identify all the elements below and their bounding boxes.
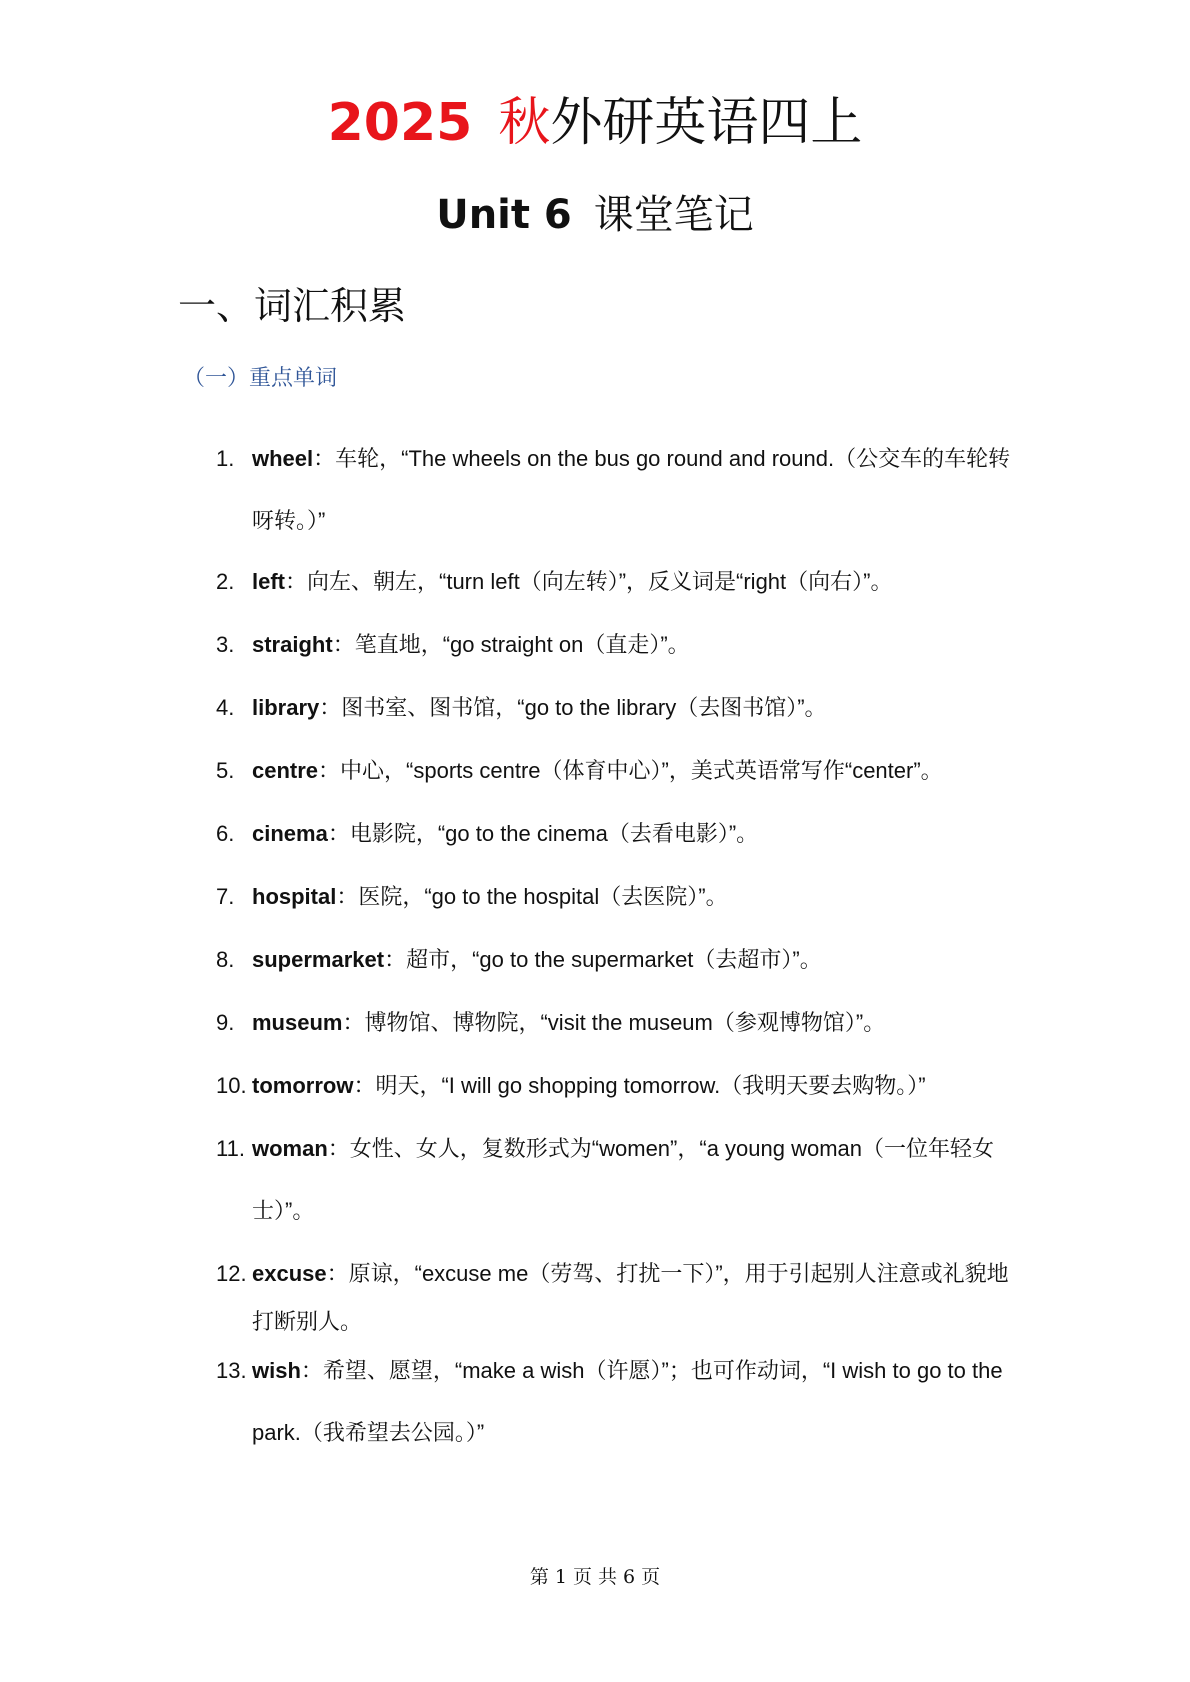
item-number: 4.: [216, 695, 235, 720]
title-accent: 秋: [498, 93, 551, 153]
item-number: 8.: [216, 947, 235, 972]
vocab-item-hospital: [216, 866, 1016, 928]
vocab-definition: ：超市，“go to the supermarket（去超市）”。: [384, 947, 822, 972]
vocab-word: woman: [252, 1136, 328, 1161]
vocab-item-supermarket: [216, 929, 1016, 991]
vocab-item-wheel: [216, 428, 1016, 552]
item-number: 11.: [216, 1136, 245, 1161]
item-number: 5.: [216, 758, 235, 783]
vocab-definition: ：女性、女人，复数形式为“women”，“a young woman（一位年轻女士）”。: [252, 1136, 995, 1223]
vocab-word: straight: [252, 632, 333, 657]
vocab-definition: ：明天，“I will go shopping tomorrow.（我明天要去购物。）”: [353, 1073, 926, 1098]
vocab-word: excuse: [252, 1261, 327, 1286]
title-year: 2025: [327, 93, 473, 153]
subsection-heading: （一）重点单词: [183, 366, 338, 391]
vocab-item-tomorrow: [216, 1055, 1016, 1117]
vocab-item-wish: [216, 1340, 1016, 1464]
vocab-item-left: [216, 551, 1016, 613]
item-number: 3.: [216, 632, 235, 657]
vocab-word: hospital: [252, 884, 337, 909]
vocab-definition: ：医院，“go to the hospital（去医院）”。: [336, 884, 728, 909]
vocab-word: left: [252, 569, 285, 594]
vocab-item-woman: [216, 1118, 1016, 1242]
vocab-word: wheel: [252, 446, 314, 471]
vocab-definition: ：图书室、图书馆，“go to the library（去图书馆）”。: [319, 695, 827, 720]
vocab-definition: ：车轮，“The wheels on the bus go round and round.（公交车的车轮转呀转。）”: [252, 446, 1011, 533]
vocab-item-cinema: [216, 803, 1016, 865]
subtitle-rest: 课堂笔记: [593, 192, 754, 238]
section-heading: 一、词汇积累: [178, 284, 407, 328]
page-subtitle: [0, 188, 1190, 242]
vocab-item-straight: [216, 614, 1016, 676]
page-footer: 第 1 页 共 6 页: [529, 1566, 661, 1588]
vocab-word: museum: [252, 1010, 343, 1035]
vocab-definition: ：电影院，“go to the cinema（去看电影）”。: [327, 821, 759, 846]
title-rest: 外研英语四上: [550, 93, 863, 153]
page-title: [0, 88, 1190, 158]
vocab-item-centre: [216, 740, 1016, 802]
vocab-definition: ：向左、朝左，“turn left（向左转）”，反义词是“right（向右）”。: [285, 569, 893, 594]
item-number: 6.: [216, 821, 235, 846]
vocab-item-excuse: [216, 1250, 1016, 1346]
vocab-word: library: [252, 695, 320, 720]
vocab-word: cinema: [252, 821, 328, 846]
vocab-definition: ：博物馆、博物院，“visit the museum（参观博物馆）”。: [342, 1010, 886, 1035]
vocab-item-library: [216, 677, 1016, 739]
vocab-word: wish: [252, 1358, 301, 1383]
item-number: 9.: [216, 1010, 235, 1035]
vocab-definition: ：希望、愿望，“make a wish（许愿）”；也可作动词，“I wish to go to the park.（我希望去公园。）”: [252, 1358, 1003, 1445]
item-number: 13.: [216, 1358, 247, 1383]
vocab-word: tomorrow: [252, 1073, 354, 1098]
item-number: 10.: [216, 1073, 247, 1098]
item-number: 1.: [216, 446, 235, 471]
item-number: 2.: [216, 569, 235, 594]
item-number: 7.: [216, 884, 235, 909]
vocab-word: centre: [252, 758, 319, 783]
vocab-item-museum: [216, 992, 1016, 1054]
vocab-definition: ：笔直地，“go straight on（直走）”。: [332, 632, 690, 657]
vocab-word: supermarket: [252, 947, 385, 972]
vocab-definition: ：原谅，“excuse me（劳驾、打扰一下）”，用于引起别人注意或礼貌地打断别人。: [252, 1261, 1009, 1334]
subtitle-unit: Unit 6: [436, 192, 572, 238]
item-number: 12.: [216, 1261, 247, 1286]
vocab-definition: ：中心，“sports centre（体育中心）”，美式英语常写作“center”。: [318, 758, 943, 783]
